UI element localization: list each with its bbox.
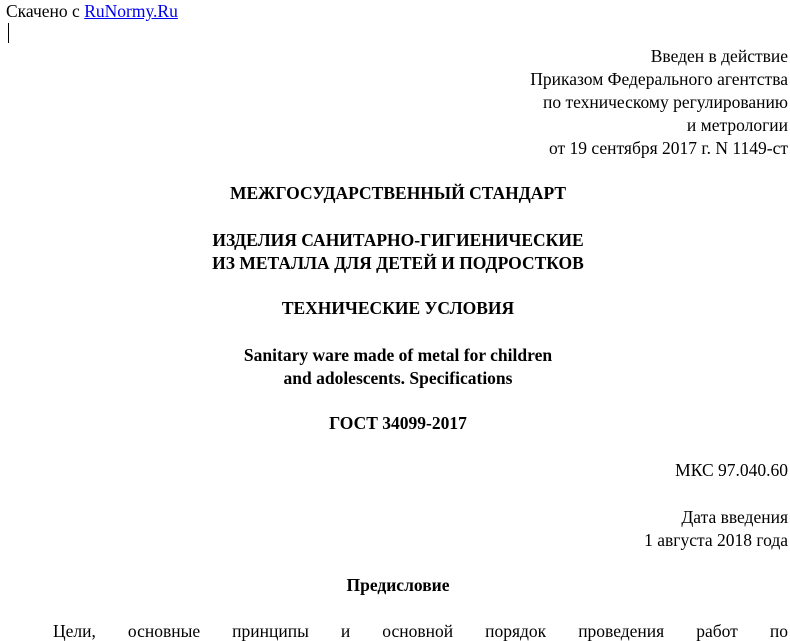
body-word: принципы [232,621,309,641]
english-title-line-1: Sanitary ware made of metal for children [243,345,553,365]
body-word: основные [127,621,201,641]
preface-first-line [53,620,788,641]
enactment-line: по техническому регулированию [542,92,788,112]
source-line [6,0,178,22]
enactment-line: Введен в действие [650,46,788,66]
body-word: работ [696,621,738,641]
source-prefix: Скачено с [6,1,80,21]
body-word: по [769,621,788,641]
enactment-line: и метрологии [686,115,788,135]
source-link[interactable]: RuNormy.Ru [84,1,178,21]
subtitle-text: ТЕХНИЧЕСКИЕ УСЛОВИЯ [281,298,515,318]
document-title [0,229,790,275]
intro-date-label: Дата введения [681,507,788,527]
body-word: порядок [485,621,547,641]
document-subtitle [0,297,790,320]
title-line-1: ИЗДЕЛИЯ САНИТАРНО-ГИГИЕНИЧЕСКИЕ [212,230,584,250]
english-title-line-2: and adolescents. Specifications [283,368,513,388]
body-word: основной [382,621,454,641]
gost-number [0,412,790,435]
text-cursor [8,23,9,43]
preface-heading [0,574,790,597]
intro-date-value: 1 августа 2018 года [644,530,788,550]
title-line-2: ИЗ МЕТАЛЛА ДЛЯ ДЕТЕЙ И ПОДРОСТКОВ [212,253,584,273]
mks-code-text: МКС 97.040.60 [675,460,788,480]
enactment-line: Приказом Федерального агентства [530,69,788,89]
intro-date-block [644,506,788,552]
body-word: проведения [578,621,665,641]
standard-type [0,182,790,205]
enactment-line: от 19 сентября 2017 г. N 1149-ст [548,138,788,158]
body-word: Цели, [53,621,96,641]
preface-heading-text: Предисловие [346,575,450,595]
body-word: и [340,621,351,641]
english-title [0,344,790,390]
mks-code [675,459,788,482]
gost-number-text: ГОСТ 34099-2017 [329,413,467,433]
standard-type-text: МЕЖГОСУДАРСТВЕННЫЙ СТАНДАРТ [229,183,567,203]
enactment-block [530,45,788,160]
